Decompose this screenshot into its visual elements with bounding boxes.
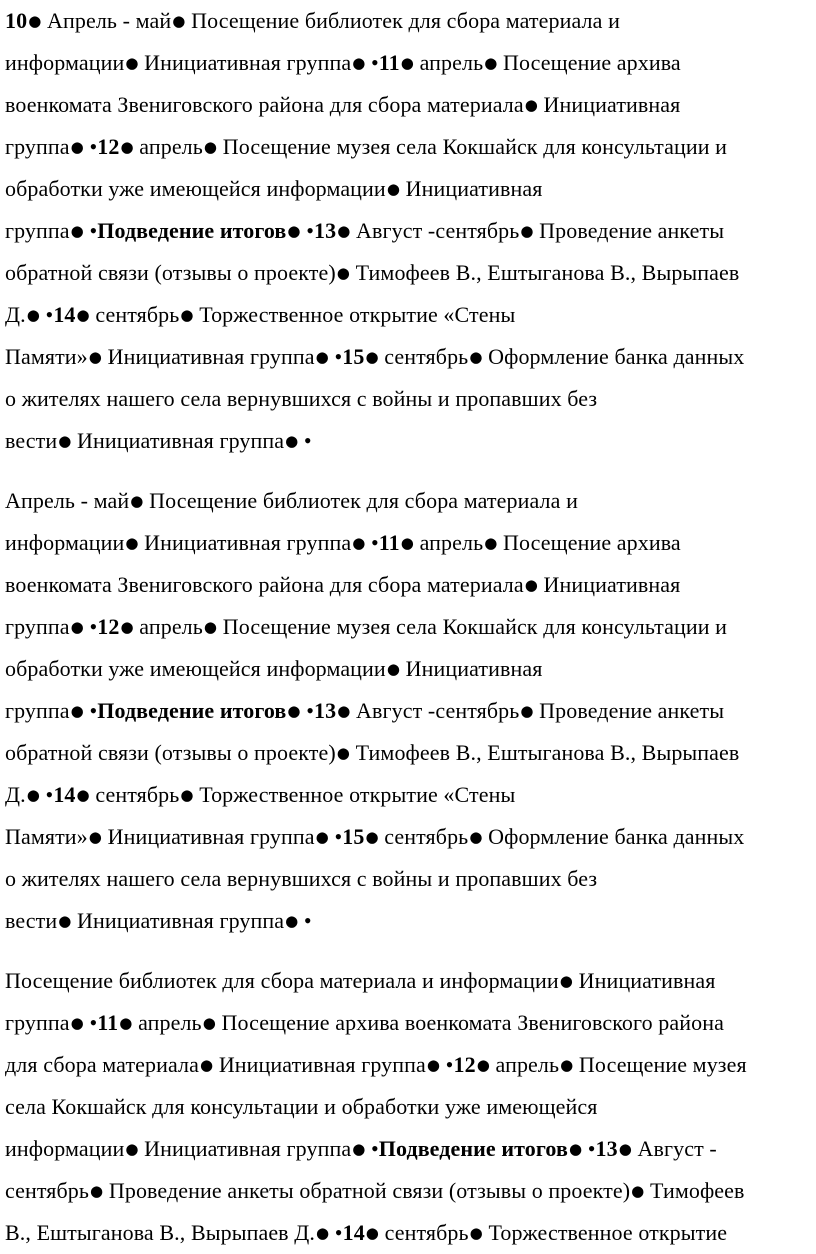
bold-text-run: 13 bbox=[314, 698, 337, 723]
text-run: Торжественное открытие bbox=[482, 1220, 728, 1245]
bullet-dot-icon: ● bbox=[70, 618, 84, 636]
text-run: Инициативная bbox=[400, 656, 543, 681]
bullet-dot-icon: ● bbox=[520, 222, 534, 240]
text-line bbox=[5, 168, 813, 210]
bullet-dot-icon: ● bbox=[315, 1224, 330, 1242]
bullet-dot-icon: ● bbox=[203, 138, 218, 156]
text-line bbox=[5, 960, 813, 1002]
text-run: Посещение архива военкомата Звениговского района bbox=[215, 1010, 724, 1035]
bullet-dot-icon: ● bbox=[70, 138, 84, 156]
text-run: • bbox=[328, 344, 343, 369]
bullet-dot-icon: ● bbox=[386, 180, 401, 198]
text-run: Инициативная группа bbox=[101, 344, 315, 369]
paragraph bbox=[5, 960, 813, 1254]
text-line bbox=[5, 84, 813, 126]
text-run: Инициативная группа bbox=[138, 50, 352, 75]
text-run: В., Ештыганова В., Вырыпаев Д. bbox=[5, 1220, 315, 1245]
bullet-dot-icon: ● bbox=[125, 534, 139, 552]
bullet-dot-icon: ● bbox=[469, 1224, 483, 1242]
text-line bbox=[5, 210, 813, 252]
bold-text-run: 14 bbox=[53, 782, 76, 807]
bold-text-run: Подведение итогов bbox=[378, 1136, 568, 1161]
text-run: сентябрь bbox=[378, 824, 469, 849]
bullet-dot-icon: ● bbox=[119, 1014, 133, 1032]
bullet-dot-icon: ● bbox=[520, 702, 534, 720]
text-run: Проведение анкеты bbox=[533, 218, 725, 243]
text-run: Д. bbox=[5, 302, 26, 327]
text-line bbox=[5, 126, 813, 168]
bullet-dot-icon: ● bbox=[125, 54, 139, 72]
text-run: сентябрь bbox=[378, 344, 469, 369]
text-run: Август -сентябрь bbox=[350, 218, 520, 243]
bold-text-run: 14 bbox=[53, 302, 76, 327]
bullet-dot-icon: ● bbox=[70, 222, 84, 240]
text-line bbox=[5, 858, 813, 900]
text-run: Торжественное открытие «Стены bbox=[193, 302, 516, 327]
bold-text-run: 11 bbox=[378, 530, 400, 555]
text-run: • bbox=[298, 908, 312, 933]
text-run: апрель bbox=[133, 134, 203, 159]
bold-text-run: 10 bbox=[5, 8, 28, 33]
text-run: военкомата Звениговского района для сбора материала bbox=[5, 572, 524, 597]
bullet-dot-icon: ● bbox=[484, 54, 498, 72]
text-run: Посещение архива bbox=[497, 50, 681, 75]
bullet-dot-icon: ● bbox=[287, 702, 301, 720]
text-run: • bbox=[582, 1136, 596, 1161]
text-run: Тимофеев bbox=[644, 1178, 745, 1203]
text-run: села Кокшайск для консультации и обработки уже имеющейся bbox=[5, 1094, 598, 1119]
bullet-dot-icon: ● bbox=[125, 1140, 139, 1158]
bullet-dot-icon: ● bbox=[365, 348, 379, 366]
bullet-dot-icon: ● bbox=[130, 492, 144, 510]
bullet-dot-icon: ● bbox=[336, 744, 350, 762]
paragraph bbox=[5, 0, 813, 462]
bullet-dot-icon: ● bbox=[58, 912, 72, 930]
bullet-dot-icon: ● bbox=[287, 222, 301, 240]
text-run: Проведение анкеты обратной связи (отзывы о проекте) bbox=[103, 1178, 631, 1203]
bullet-dot-icon: ● bbox=[26, 786, 40, 804]
text-run: информации bbox=[5, 530, 125, 555]
text-line bbox=[5, 1086, 813, 1128]
bullet-dot-icon: ● bbox=[120, 138, 134, 156]
text-run: Оформление банка данных bbox=[482, 824, 745, 849]
text-line bbox=[5, 522, 813, 564]
text-run: вести bbox=[5, 428, 58, 453]
bullet-dot-icon: ● bbox=[76, 306, 90, 324]
text-run: обратной связи (отзывы о проекте) bbox=[5, 740, 336, 765]
text-run: Посещение музея села Кокшайск для консультации и bbox=[217, 134, 728, 159]
text-run: группа bbox=[5, 698, 70, 723]
text-run: группа bbox=[5, 614, 70, 639]
bullet-dot-icon: ● bbox=[202, 1014, 216, 1032]
text-run: Оформление банка данных bbox=[482, 344, 745, 369]
bullet-dot-icon: ● bbox=[559, 972, 573, 990]
text-line bbox=[5, 648, 813, 690]
text-line bbox=[5, 378, 813, 420]
text-run: Инициативная группа bbox=[138, 1136, 352, 1161]
text-run: группа bbox=[5, 218, 70, 243]
text-line bbox=[5, 480, 813, 522]
text-run: военкомата Звениговского района для сбора материала bbox=[5, 92, 524, 117]
bullet-dot-icon: ● bbox=[469, 348, 483, 366]
text-run: вести bbox=[5, 908, 58, 933]
text-run: Посещение архива bbox=[497, 530, 681, 555]
text-run: Проведение анкеты bbox=[533, 698, 725, 723]
text-run: сентябрь bbox=[89, 302, 180, 327]
text-run: обработки уже имеющейся информации bbox=[5, 656, 386, 681]
text-run: Инициативная группа bbox=[71, 428, 285, 453]
bullet-dot-icon: ● bbox=[524, 576, 538, 594]
text-run: Инициативная группа bbox=[101, 824, 315, 849]
text-run: Торжественное открытие «Стены bbox=[193, 782, 516, 807]
bold-text-run: 13 bbox=[314, 218, 337, 243]
bullet-dot-icon: ● bbox=[76, 786, 90, 804]
bullet-dot-icon: ● bbox=[315, 348, 329, 366]
text-run: • bbox=[365, 1136, 379, 1161]
text-line bbox=[5, 252, 813, 294]
text-run: • bbox=[39, 302, 54, 327]
text-run: • bbox=[300, 218, 315, 243]
text-run: о жителях нашего села вернувшихся с войны и пропавших без bbox=[5, 386, 598, 411]
text-line bbox=[5, 732, 813, 774]
text-run: Памяти» bbox=[5, 824, 88, 849]
text-run: • bbox=[83, 134, 98, 159]
bullet-dot-icon: ● bbox=[476, 1056, 490, 1074]
bold-text-run: 13 bbox=[595, 1136, 618, 1161]
bullet-dot-icon: ● bbox=[469, 828, 483, 846]
bold-text-run: 15 bbox=[342, 344, 365, 369]
bullet-dot-icon: ● bbox=[400, 534, 414, 552]
text-line bbox=[5, 1212, 813, 1254]
text-run: сентябрь bbox=[379, 1220, 469, 1245]
text-line bbox=[5, 690, 813, 732]
bullet-dot-icon: ● bbox=[386, 660, 401, 678]
text-run: обработки уже имеющейся информации bbox=[5, 176, 386, 201]
bold-text-run: 15 bbox=[342, 824, 365, 849]
bold-text-run: Подведение итогов bbox=[97, 218, 287, 243]
bullet-dot-icon: ● bbox=[120, 618, 134, 636]
text-run: Инициативная bbox=[573, 968, 716, 993]
bullet-dot-icon: ● bbox=[285, 432, 299, 450]
text-line bbox=[5, 0, 813, 42]
text-run: группа bbox=[5, 1010, 70, 1035]
text-line bbox=[5, 1044, 813, 1086]
text-line bbox=[5, 816, 813, 858]
bullet-dot-icon: ● bbox=[180, 786, 194, 804]
bullet-dot-icon: ● bbox=[88, 828, 102, 846]
text-run: Инициативная bbox=[537, 92, 681, 117]
text-run: • bbox=[83, 1010, 98, 1035]
text-run: Посещение библиотек для сбора материала и bbox=[143, 488, 578, 513]
text-run: • bbox=[298, 428, 312, 453]
text-run: Памяти» bbox=[5, 344, 88, 369]
text-run: • bbox=[365, 530, 379, 555]
text-line bbox=[5, 1128, 813, 1170]
bullet-dot-icon: ● bbox=[568, 1140, 583, 1158]
bullet-dot-icon: ● bbox=[337, 702, 351, 720]
bold-text-run: Подведение итогов bbox=[97, 698, 287, 723]
text-run: информации bbox=[5, 1136, 125, 1161]
text-run: • bbox=[83, 614, 98, 639]
bullet-dot-icon: ● bbox=[180, 306, 194, 324]
text-run: Апрель - май bbox=[5, 488, 130, 513]
text-run: Инициативная группа bbox=[213, 1052, 426, 1077]
bullet-dot-icon: ● bbox=[70, 1014, 84, 1032]
text-run: апрель bbox=[414, 50, 484, 75]
text-run: апрель bbox=[132, 1010, 202, 1035]
bullet-dot-icon: ● bbox=[336, 264, 350, 282]
bullet-dot-icon: ● bbox=[203, 618, 218, 636]
text-run: Инициативная группа bbox=[138, 530, 352, 555]
text-run: • bbox=[329, 1220, 343, 1245]
bullet-dot-icon: ● bbox=[426, 1056, 441, 1074]
text-run: • bbox=[328, 824, 343, 849]
bold-text-run: 11 bbox=[97, 1010, 119, 1035]
bullet-dot-icon: ● bbox=[26, 306, 40, 324]
text-run: информации bbox=[5, 50, 125, 75]
text-line bbox=[5, 294, 813, 336]
text-run: Инициативная группа bbox=[71, 908, 285, 933]
paragraph bbox=[5, 480, 813, 942]
bold-text-run: 14 bbox=[342, 1220, 365, 1245]
bullet-dot-icon: ● bbox=[172, 12, 186, 30]
bullet-dot-icon: ● bbox=[315, 828, 329, 846]
text-run: Тимофеев В., Ештыганова В., Вырыпаев bbox=[349, 740, 740, 765]
bullet-dot-icon: ● bbox=[200, 1056, 214, 1074]
text-run: • bbox=[300, 698, 315, 723]
text-run: Тимофеев В., Ештыганова В., Вырыпаев bbox=[349, 260, 740, 285]
bullet-dot-icon: ● bbox=[524, 96, 538, 114]
text-line bbox=[5, 420, 813, 462]
text-run: Посещение музея села Кокшайск для консультации и bbox=[217, 614, 728, 639]
text-run: Август - bbox=[631, 1136, 717, 1161]
bullet-dot-icon: ● bbox=[285, 912, 299, 930]
bullet-dot-icon: ● bbox=[58, 432, 72, 450]
bullet-dot-icon: ● bbox=[70, 702, 84, 720]
text-run: Инициативная bbox=[537, 572, 681, 597]
text-run: • bbox=[440, 1052, 454, 1077]
text-run: Апрель - май bbox=[41, 8, 172, 33]
text-run: • bbox=[365, 50, 379, 75]
text-run: обратной связи (отзывы о проекте) bbox=[5, 260, 336, 285]
text-run: сентябрь bbox=[5, 1178, 90, 1203]
text-run: Д. bbox=[5, 782, 26, 807]
text-line bbox=[5, 606, 813, 648]
text-run: Посещение библиотек для сбора материала и информации bbox=[5, 968, 559, 993]
bold-text-run: 12 bbox=[453, 1052, 476, 1077]
bullet-dot-icon: ● bbox=[365, 828, 379, 846]
text-run: Посещение музея bbox=[573, 1052, 747, 1077]
bullet-dot-icon: ● bbox=[560, 1056, 574, 1074]
bold-text-run: 12 bbox=[97, 134, 120, 159]
bold-text-run: 11 bbox=[378, 50, 400, 75]
text-run: • bbox=[39, 782, 54, 807]
text-line bbox=[5, 1170, 813, 1212]
text-run: апрель bbox=[414, 530, 484, 555]
text-run: о жителях нашего села вернувшихся с войны и пропавших без bbox=[5, 866, 598, 891]
text-run: Август -сентябрь bbox=[350, 698, 520, 723]
bullet-dot-icon: ● bbox=[28, 12, 42, 30]
text-line bbox=[5, 900, 813, 942]
text-run: апрель bbox=[489, 1052, 560, 1077]
text-run: • bbox=[83, 698, 98, 723]
text-run: • bbox=[83, 218, 98, 243]
bullet-dot-icon: ● bbox=[618, 1140, 632, 1158]
bullet-dot-icon: ● bbox=[365, 1224, 379, 1242]
text-line bbox=[5, 336, 813, 378]
bullet-dot-icon: ● bbox=[352, 54, 366, 72]
bullet-dot-icon: ● bbox=[631, 1182, 645, 1200]
bullet-dot-icon: ● bbox=[484, 534, 498, 552]
text-run: Инициативная bbox=[400, 176, 543, 201]
text-run: группа bbox=[5, 134, 70, 159]
text-line bbox=[5, 774, 813, 816]
text-run: апрель bbox=[133, 614, 203, 639]
text-line bbox=[5, 564, 813, 606]
bullet-dot-icon: ● bbox=[88, 348, 102, 366]
text-line bbox=[5, 42, 813, 84]
bullet-dot-icon: ● bbox=[352, 1140, 366, 1158]
bullet-dot-icon: ● bbox=[352, 534, 366, 552]
text-run: сентябрь bbox=[89, 782, 180, 807]
bold-text-run: 12 bbox=[97, 614, 120, 639]
bullet-dot-icon: ● bbox=[337, 222, 351, 240]
document-page bbox=[5, 0, 813, 1254]
text-run: для сбора материала bbox=[5, 1052, 200, 1077]
bullet-dot-icon: ● bbox=[400, 54, 414, 72]
bullet-dot-icon: ● bbox=[90, 1182, 104, 1200]
text-line bbox=[5, 1002, 813, 1044]
text-run: Посещение библиотек для сбора материала и bbox=[185, 8, 620, 33]
